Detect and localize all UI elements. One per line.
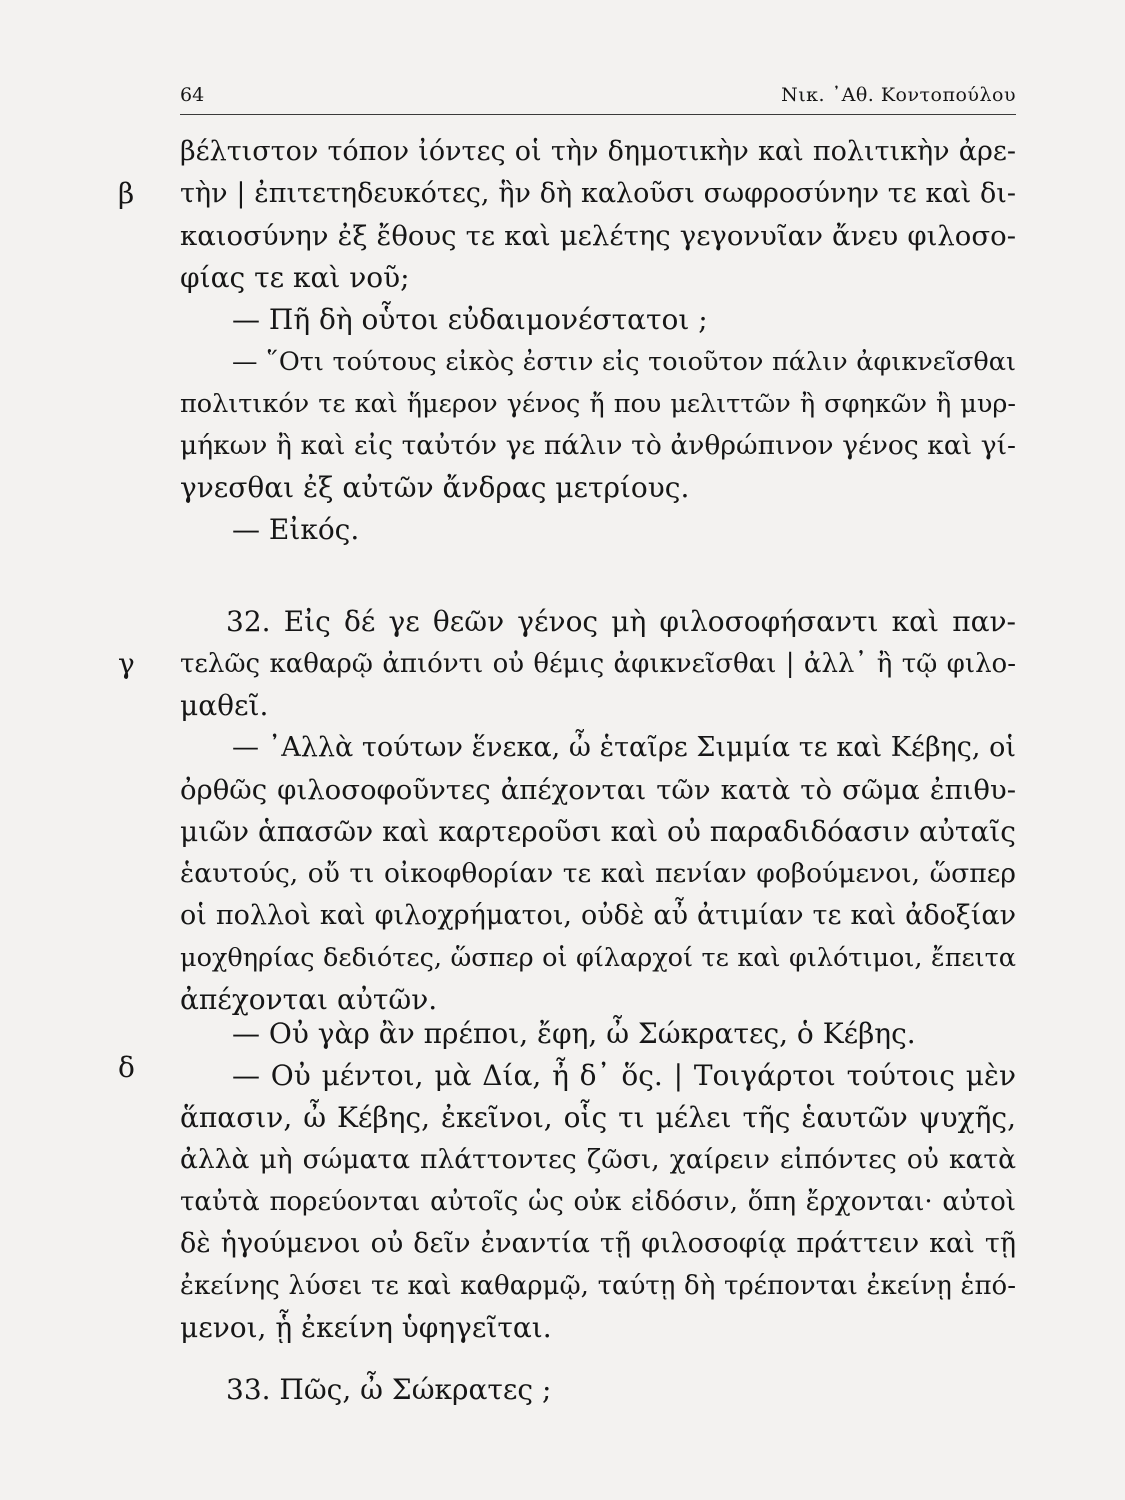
margin-letter-b: β xyxy=(118,177,135,210)
text-line: ἅπασιν, ὦ Κέβης, ἐκεῖνοι, οἷς τι μέλει τῆς ἑαυτῶν ψυχῆς, xyxy=(180,1101,1016,1134)
dialogue-line: — Οὐ μέντοι, μὰ Δία, ἦ δ᾿ ὅς. | Τοιγάρτοι τούτοις μὲν xyxy=(232,1059,1016,1092)
text-line: βέλτιστον τόπον ἰόντες οἱ τὴν δημοτικὴν καὶ πολιτικὴν ἀρε- xyxy=(180,136,1016,167)
dialogue-line: — Εἰκός. xyxy=(232,513,360,546)
text-line: φίας τε καὶ νοῦ; xyxy=(180,261,410,294)
text-line: ἀλλὰ μὴ σώματα πλάττοντες ζῶσι, χαίρειν εἰπόντες οὐ κατὰ xyxy=(180,1144,1016,1175)
dialogue-line: — Πῆ δὴ οὗτοι εὐδαιμονέστατοι ; xyxy=(232,303,708,336)
margin-letter-c: γ xyxy=(118,647,135,680)
text-line: δὲ ἡγούμενοι οὐ δεῖν ἐναντία τῇ φιλοσοφίᾳ πράττειν καὶ τῇ xyxy=(180,1228,1016,1259)
text-line: ἀπέχονται αὐτῶν. xyxy=(180,983,438,1016)
dialogue-line: — ῞Οτι τούτους εἰκὸς ἐστιν εἰς τοιοῦτον πάλιν ἀφικνεῖσθαι xyxy=(232,347,1016,377)
text-line: γνεσθαι ἐξ αὐτῶν ἄνδρας μετρίους. xyxy=(180,471,690,504)
page-number: 64 xyxy=(180,84,205,106)
text-line: τελῶς καθαρῷ ἀπιόντι οὐ θέμις ἀφικνεῖσθαι | ἀλλ᾿ ἢ τῷ φιλο- xyxy=(180,649,1016,679)
dialogue-line: — Οὐ γὰρ ἂν πρέποι, ἔφη, ὦ Σώκρατες, ὁ Κέβης. xyxy=(232,1017,916,1050)
section-heading-33: 33. Πῶς, ὦ Σώκρατες ; xyxy=(226,1373,552,1406)
text-line: ἑαυτούς, οὔ τι οἰκοφθορίαν τε καὶ πενίαν φοβούμενοι, ὥσπερ xyxy=(180,858,1016,889)
text-line: μήκων ἢ καὶ εἰς ταὐτόν γε πάλιν τὸ ἀνθρώπινον γένος καὶ γί- xyxy=(180,430,1016,461)
text-line: μαθεῖ. xyxy=(180,689,269,722)
text-line: τὴν | ἐπιτετηδευκότες, ἣν δὴ καλοῦσι σωφροσύνην τε καὶ δι- xyxy=(180,178,1016,209)
text-line: πολιτικόν τε καὶ ἥμερον γένος ἤ που μελιττῶν ἢ σφηκῶν ἢ μυρ- xyxy=(180,389,1016,419)
section-heading-32: 32. Εἰς δέ γε θεῶν γένος μὴ φιλοσοφήσαντι καὶ παν- xyxy=(226,605,1016,638)
text-line: ταὐτὰ πορεύονται αὐτοῖς ὡς οὐκ εἰδόσιν, ὅπη ἔρχονται· αὐτοὶ xyxy=(180,1187,1016,1217)
text-line: μενοι, ᾗ ἐκείνη ὑφηγεῖται. xyxy=(180,1311,552,1344)
text-line: ὀρθῶς φιλοσοφοῦντες ἀπέχονται τῶν κατὰ τὸ σῶμα ἐπιθυ- xyxy=(180,774,1016,806)
text-line: μοχθηρίας δεδιότες, ὥσπερ οἱ φίλαρχοί τε καὶ φιλότιμοι, ἔπειτα xyxy=(180,943,1016,973)
running-header xyxy=(180,82,1016,115)
dialogue-line: — ᾿Αλλὰ τούτων ἕνεκα, ὦ ἑταῖρε Σιμμία τε καὶ Κέβης, οἱ xyxy=(232,732,1016,763)
text-line: καιοσύνην ἐξ ἔθους τε καὶ μελέτης γεγονυῖαν ἄνευ φιλοσο- xyxy=(180,220,1016,252)
text-line: μιῶν ἁπασῶν καὶ καρτεροῦσι καὶ οὐ παραδιδόασιν αὐταῖς xyxy=(180,815,1016,848)
text-line: ἐκείνης λύσει τε καὶ καθαρμῷ, ταύτῃ δὴ τρέπονται ἐκείνῃ ἑπό- xyxy=(180,1271,1016,1301)
text-line: οἱ πολλοὶ καὶ φιλοχρήματοι, οὐδὲ αὖ ἀτιμίαν τε καὶ ἀδοξίαν xyxy=(180,900,1016,931)
running-head-author: Νικ. ᾿Αθ. Κοντοπούλου xyxy=(781,84,1016,106)
margin-letter-d: δ xyxy=(118,1051,135,1084)
